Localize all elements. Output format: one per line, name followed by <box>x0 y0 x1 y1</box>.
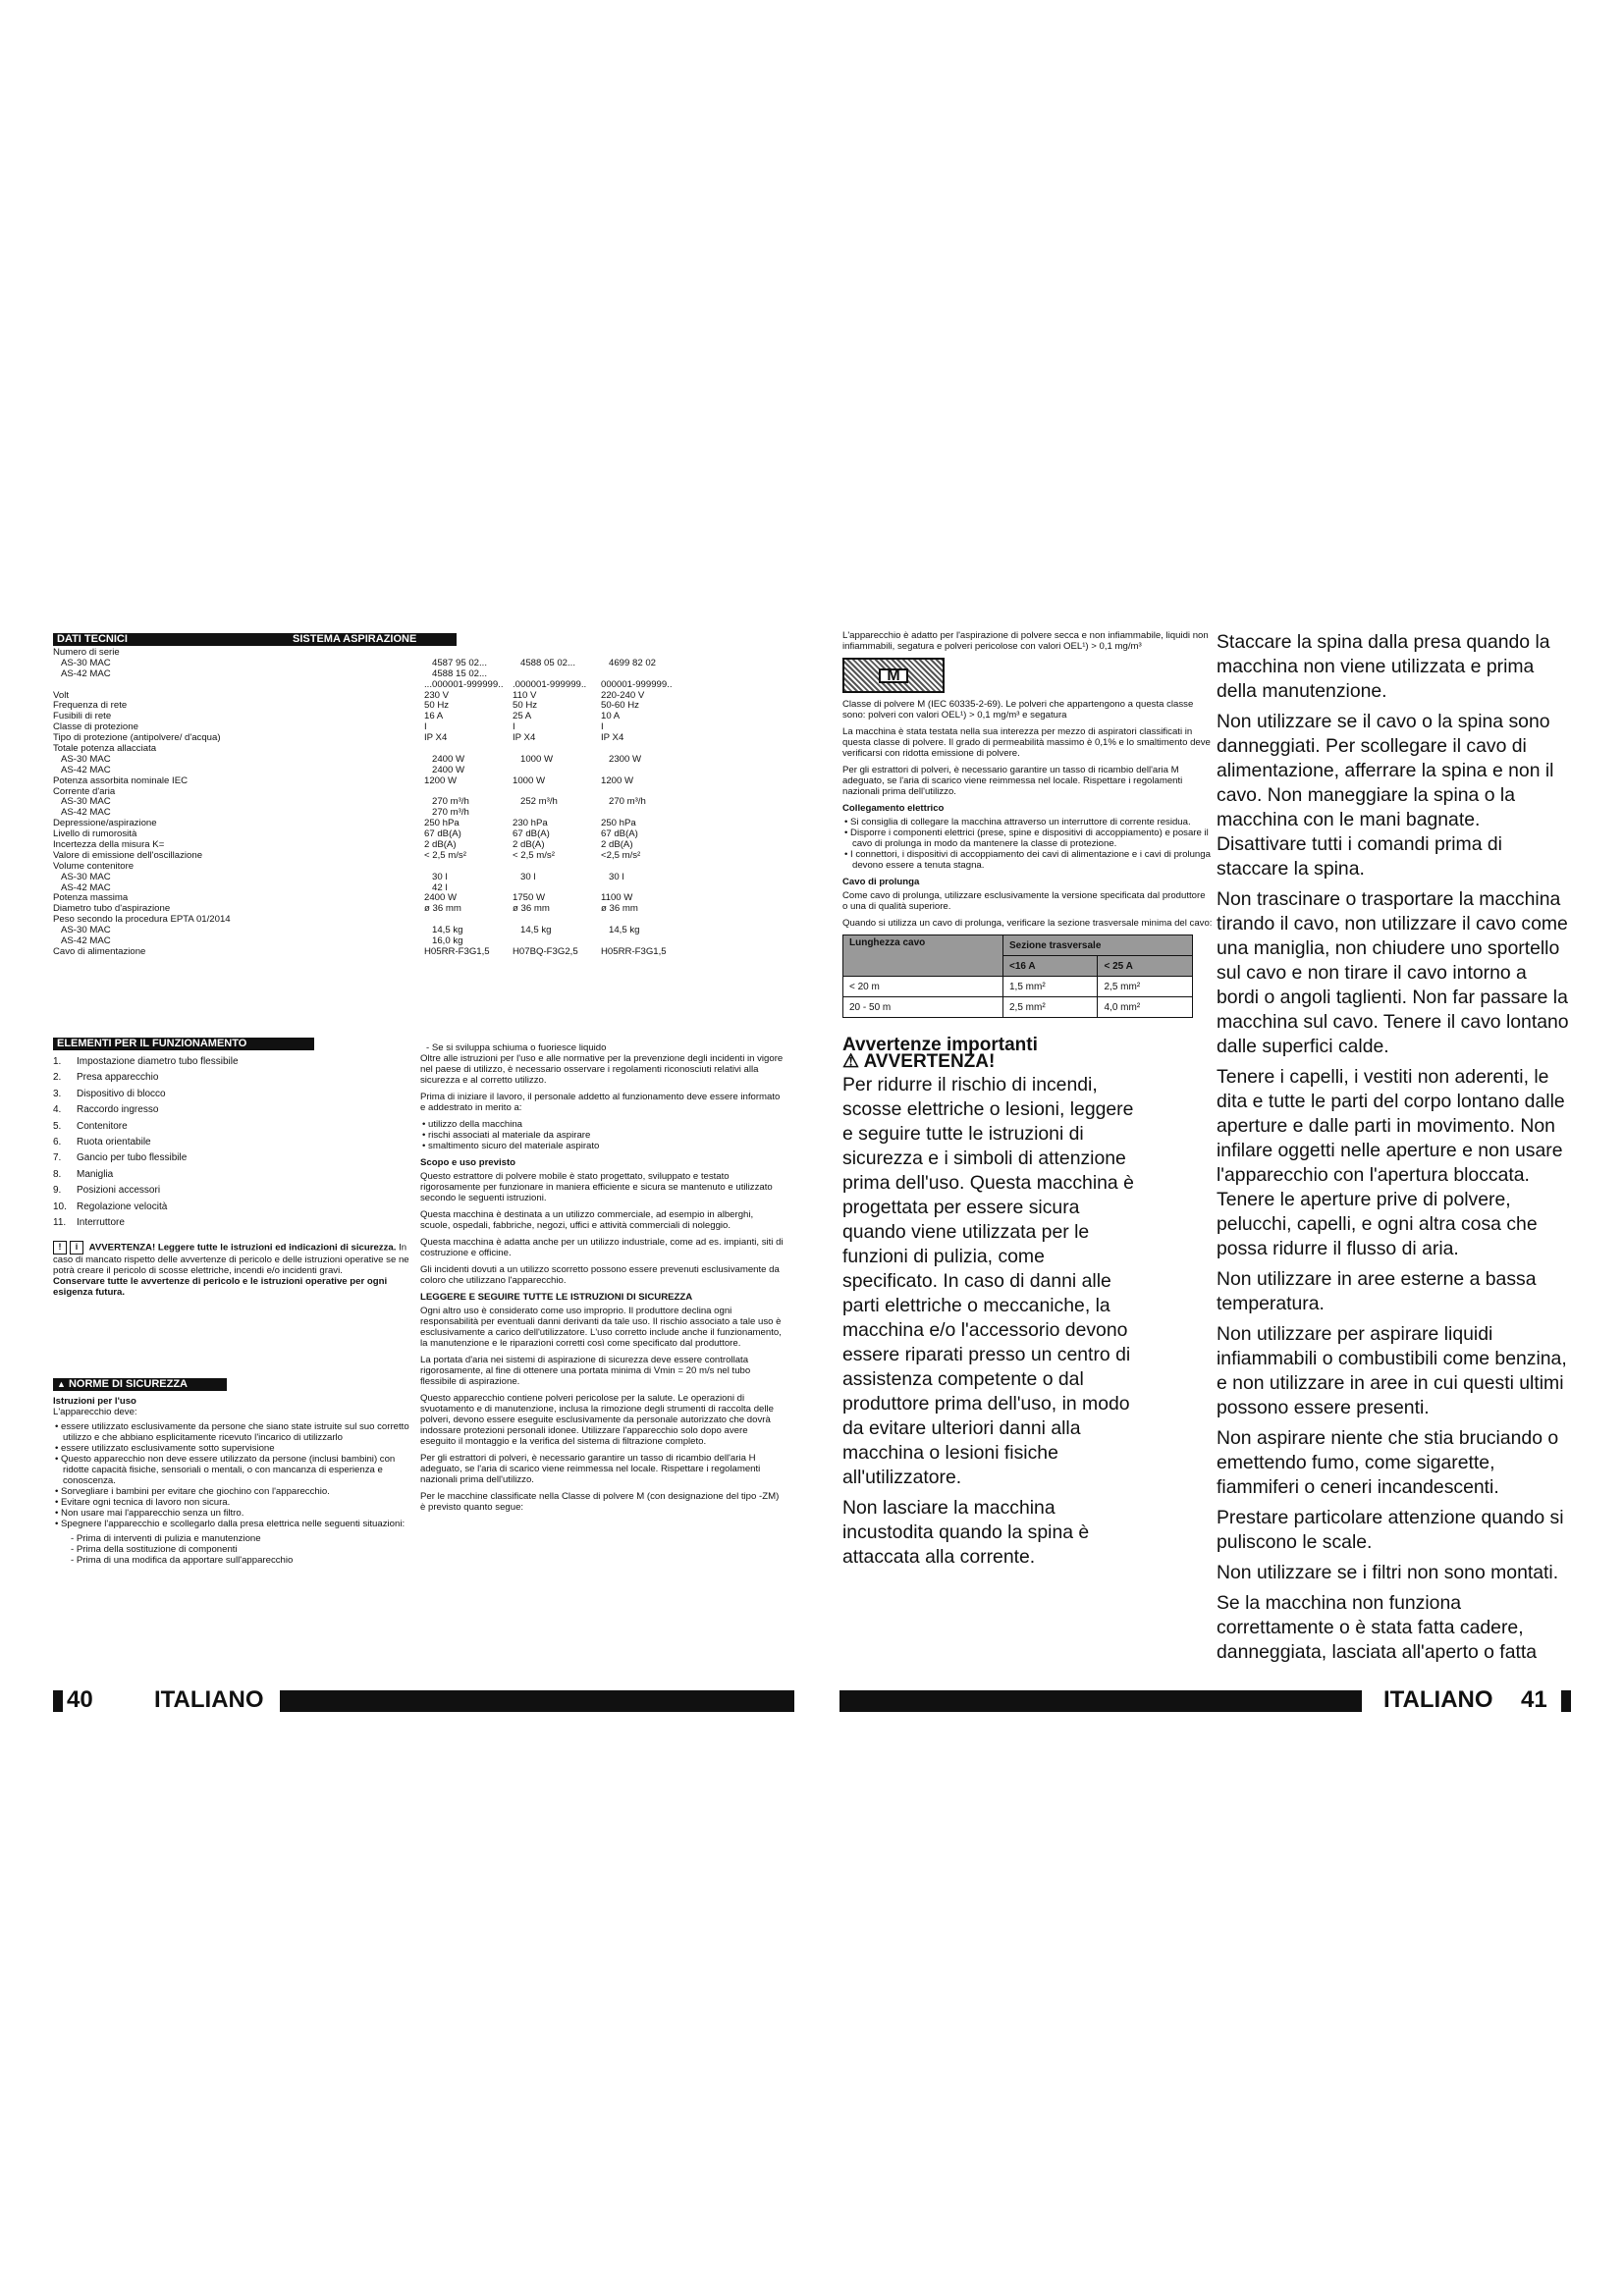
elementi-header: ELEMENTI PER IL FUNZIONAMENTO <box>53 1038 314 1050</box>
col2-p7: Per le macchine classificate nella Classe di polvere M (con designazione del tipo -ZM) è previsto quanto segue: <box>420 1491 780 1513</box>
spec-row <box>53 915 804 926</box>
spec-c2: 110 V <box>513 689 537 701</box>
spec-label: Volt <box>53 690 70 701</box>
left-col2 <box>420 1042 785 1519</box>
spec-c1: 42 l <box>432 881 448 893</box>
spec-c1: ø 36 mm <box>424 903 461 915</box>
col-sezione: Sezione trasversale <box>1003 935 1193 956</box>
col2-p3: Ogni altro uso è considerato come uso improprio. Il produttore declina ogni responsabilità per eventuali danni derivanti da tale uso. Il rischio associato a tale uso è esclusivamente a carico dell'utilizzatore. L'uso corretto include anche il funzionamento, la manutenzione e le riparazioni corretti così come specificato dal produttore. <box>420 1306 782 1349</box>
list-item <box>53 1200 416 1215</box>
spec-row <box>53 712 804 722</box>
item-number: 7. <box>53 1152 62 1164</box>
spec-row <box>53 776 804 787</box>
item-number: 4. <box>53 1104 62 1116</box>
paragraph: Non utilizzare se i filtri non sono montati. <box>1217 1562 1559 1583</box>
spec-label: Depressione/aspirazione <box>53 819 157 829</box>
warning-block <box>53 1241 411 1298</box>
spec-row <box>53 755 804 766</box>
footer-lang-left: ITALIANO <box>154 1686 264 1713</box>
spec-c2: ø 36 mm <box>513 903 550 915</box>
footer-lang-right: ITALIANO <box>1383 1686 1493 1713</box>
spec-row <box>53 659 804 669</box>
spec-label: Volume contenitore <box>53 861 135 872</box>
cell-a: 1,5 mm² <box>1003 977 1098 997</box>
spec-c2: IP X4 <box>513 732 536 744</box>
paragraph: Non trascinare o trasportare la macchina tirando il cavo, non utilizzare il cavo come una maniglia, non chiudere uno sportello sul cavo e non tirare il cavo intorno a bordi o angoli taglienti. Non far passare la macchina sul cavo. Tenere il cavo lontano dalle superfici calde. <box>1217 888 1569 1057</box>
spec-label: Potenza assorbita nominale IEC <box>53 775 189 786</box>
right-col1 <box>842 630 1213 1575</box>
spec-c3: 220-240 V <box>601 689 645 701</box>
rc1-p3: La macchina è stata testata nella sua interezza per mezzo di aspiratori classificati in questa classe di polvere. Il grado di permeabilità massimo è 0,1% e lo smaltimento deve verificarsi con ridotta emissione di polvere. <box>842 726 1211 759</box>
list-item <box>53 1054 416 1070</box>
footer-bar-right <box>839 1690 1362 1712</box>
spec-c2: 50 Hz <box>513 700 538 712</box>
spec-c3: IP X4 <box>601 732 624 744</box>
list-item: - Prima della sostituzione di componenti <box>71 1544 411 1555</box>
item-text: Raccordo ingresso <box>77 1104 159 1116</box>
scopo-p3: Questa macchina è adatta anche per un utilizzo industriale, come ad es. impianti, siti di costruzione e officine. <box>420 1237 784 1258</box>
col2-p2: Prima di iniziare il lavoro, il personale addetto al funzionamento deve essere informato e addestrato in merito a: <box>420 1092 781 1113</box>
istruzioni-intro: L'apparecchio deve: <box>53 1407 137 1417</box>
spec-c1: 250 hPa <box>424 818 460 829</box>
item-text: Regolazione velocità <box>77 1201 168 1212</box>
spec-c3: H05RR-F3G1,5 <box>601 945 667 957</box>
item-text: Gancio per tubo flessibile <box>77 1152 188 1164</box>
paragraph: Non utilizzare in aree esterne a bassa temperatura. <box>1217 1268 1537 1314</box>
spec-row <box>53 787 804 798</box>
avvertenza-heading <box>842 1051 1213 1072</box>
list-item: • Disporre i componenti elettrici (prese, spine e dispositivi di accoppiamento) e posare il cavo di prolunga in modo da mantenere la classe di protezione. <box>852 828 1213 849</box>
item-number: 2. <box>53 1072 62 1084</box>
spec-c1: 2400 W <box>424 892 458 904</box>
spec-c2: 67 dB(A) <box>513 828 550 840</box>
paragraph: Non aspirare niente che stia bruciando o emettendo fumo, come sigarette, fiammiferi o ceneri incandescenti. <box>1217 1427 1559 1498</box>
warning-triangle-icon: ▲ <box>57 1379 66 1389</box>
spec-label: Incertezza della misura K= <box>53 840 165 851</box>
col2-p6: Per gli estrattori di polveri, è necessario garantire un tasso di ricambio dell'aria H adeguato, se l'aria di scarico viene reimmessa nel locale. Rispettare i regolamenti nazionali prima dell'utilizzo. <box>420 1453 761 1485</box>
dust-class-logo-label: M <box>879 668 907 683</box>
spec-c3: 000001-999999.. <box>601 678 673 690</box>
scopo-p2: Questa macchina è destinata a un utilizzo commerciale, ad esempio in alberghi, scuole, ospedali, fabbriche, negozi, uffici e attività commerciali di noleggio. <box>420 1209 754 1231</box>
paragraph: Prestare particolare attenzione quando si puliscono le scale. <box>1217 1507 1564 1553</box>
footer-tab-right <box>1561 1690 1571 1712</box>
spec-c1: 2 dB(A) <box>424 839 457 851</box>
spec-c2: .000001-999999.. <box>513 678 587 690</box>
spec-c2: 25 A <box>513 711 532 722</box>
spec-c3: 14,5 kg <box>609 925 640 936</box>
list-item <box>53 1215 416 1231</box>
warning-triangle-icon: ! <box>53 1241 67 1255</box>
spec-c3: 30 l <box>609 871 624 882</box>
spec-c1: 2400 W <box>432 753 465 765</box>
footer-bar-left <box>280 1690 794 1712</box>
dati-tecnici-section <box>53 633 804 958</box>
warning-bold: AVVERTENZA! Leggere tutte le istruzioni ed indicazioni di sicurezza. <box>88 1242 397 1254</box>
spec-c1: 270 m³/h <box>432 807 469 819</box>
warning-text: In caso di mancato rispetto delle avvertenze di pericolo e delle istruzioni operative se ne potrà creare il pericolo di scosse elettriche, incendi e/o incidenti gravi. <box>53 1242 409 1277</box>
cell-a: 2,5 mm² <box>1003 997 1098 1018</box>
item-text: Contenitore <box>77 1120 128 1132</box>
spec-table <box>53 648 804 958</box>
spec-c3: 1200 W <box>601 774 634 786</box>
dash-foam: - Se si sviluppa schiuma o fuoriesce liquido <box>426 1042 785 1053</box>
norme-title: NORME DI SICUREZZA <box>68 1378 188 1390</box>
spec-c3: 1100 W <box>601 892 633 904</box>
page-number-right: 41 <box>1521 1686 1547 1713</box>
spec-label: Frequenza di rete <box>53 701 128 712</box>
spec-row <box>53 680 804 691</box>
item-number: 8. <box>53 1168 62 1180</box>
list-item: • Sorvegliare i bambini per evitare che giochino con l'apparecchio. <box>63 1486 411 1497</box>
dati-tecnici-header <box>53 633 457 646</box>
dust-class-m-logo <box>842 658 945 693</box>
cavo-p2: Quando si utilizza un cavo di prolunga, verificare la sezione trasversale minima del cavo: <box>842 918 1213 929</box>
cell-b: 2,5 mm² <box>1098 977 1193 997</box>
spec-row <box>53 733 804 744</box>
sistema-aspirazione-title: SISTEMA ASPIRAZIONE <box>293 633 417 645</box>
scopo-title: Scopo e uso previsto <box>420 1157 516 1168</box>
spec-label: AS-42 MAC <box>61 765 111 775</box>
cell-len: < 20 m <box>843 977 1003 997</box>
spec-c2: 4588 05 02... <box>520 657 576 668</box>
spec-row <box>53 926 804 936</box>
warning-triangle-icon: ⚠ <box>842 1051 860 1072</box>
spec-c2: < 2,5 m/s² <box>513 849 555 861</box>
spec-c1: 270 m³/h <box>432 796 469 808</box>
paragraph: Tenere i capelli, i vestiti non aderenti, le dita e tutte le parti del corpo lontano dalle aperture e dalle parti in movimento. Non infilare oggetti nelle aperture e non usare l'apparecchio con l'apertura bloccata. Tenere le aperture prive di polvere, pelucchi, capelli, e ogni altra cosa che possa ridurre il flusso di aria. <box>1217 1066 1565 1259</box>
spec-c2: 1750 W <box>513 892 546 904</box>
table-row <box>843 977 1193 997</box>
avvertenza-label: AVVERTENZA! <box>863 1051 996 1072</box>
list-item: - Prima di interventi di pulizia e manutenzione <box>71 1533 411 1544</box>
item-text: Ruota orientabile <box>77 1136 151 1148</box>
spec-label: AS-42 MAC <box>61 808 111 819</box>
warning-keep: Conservare tutte le avvertenze di pericolo e le istruzioni operative per ogni esigenza futura. <box>53 1276 388 1299</box>
rc1-p4: Per gli estrattori di polveri, è necessario garantire un tasso di ricambio dell'aria M adeguato, se l'aria di scarico viene reimmessa nel locale. Rispettare i regolamenti nazionali prima dell'utilizzo. <box>842 765 1183 797</box>
list-item: • I connettori, i dispositivi di accoppiamento dei cavi di alimentazione e i cavi di prolunga devono essere a tenuta stagna. <box>852 849 1213 871</box>
spec-c1: 16 A <box>424 711 444 722</box>
spec-c1: 16,0 kg <box>432 935 463 947</box>
list-item: • rischi associati al materiale da aspirare <box>430 1130 785 1141</box>
page-number-left: 40 <box>67 1686 93 1713</box>
cell-len: 20 - 50 m <box>843 997 1003 1018</box>
item-text: Maniglia <box>77 1168 114 1180</box>
list-item: • essere utilizzato esclusivamente sotto supervisione <box>63 1443 411 1454</box>
norme-dashes <box>53 1533 411 1566</box>
spec-label: Livello di rumorosità <box>53 829 137 840</box>
spec-label: AS-30 MAC <box>61 797 111 808</box>
elementi-section <box>53 1038 416 1298</box>
item-number: 5. <box>53 1120 62 1132</box>
spec-c2: 1000 W <box>513 774 546 786</box>
spec-c2: 14,5 kg <box>520 925 552 936</box>
spec-row <box>53 648 804 659</box>
scopo-p4: Gli incidenti dovuti a un utilizzo scorretto possono essere prevenuti esclusivamente da coloro che utilizzano l'apparecchio. <box>420 1264 780 1286</box>
col2-p5: Questo apparecchio contiene polveri pericolose per la salute. Le operazioni di svuotamento e di manutenzione, inclusa la rimozione degli strumenti di raccolta delle polveri, devono essere eseguite esclusivamente da personale autorizzato che dovrà indossare protezioni personali idonee. Utilizzare l'apparecchio solo dopo avere eseguito il montaggio e la verifica del sistema di filtrazione completo. <box>420 1393 774 1447</box>
spec-row <box>53 904 804 915</box>
item-text: Presa apparecchio <box>77 1072 159 1084</box>
spec-c1: 50 Hz <box>424 700 450 712</box>
spec-c3: 10 A <box>601 711 621 722</box>
paragraph: Non utilizzare se il cavo o la spina sono danneggiati. Per scollegare il cavo di alimentazione, afferrare la spina e non il cavo. Non maneggiare la spina o la macchina con le mani bagnate. Disattivare tutti i comandi prima di staccare la spina. <box>1217 711 1554 880</box>
norme-header <box>53 1378 227 1391</box>
item-number: 3. <box>53 1088 62 1099</box>
spec-label <box>53 680 424 691</box>
list-item <box>53 1183 416 1199</box>
paragraph: Non utilizzare per aspirare liquidi infiammabili o combustibili come benzina, e non utilizzare in aree in cui questi ultimi possono essere presenti. <box>1217 1323 1567 1418</box>
spec-c1: I <box>424 721 427 733</box>
spec-label: Totale potenza allacciata <box>53 744 157 755</box>
list-item <box>53 1135 416 1150</box>
item-number: 10. <box>53 1201 67 1212</box>
spec-c1: 30 l <box>432 871 448 882</box>
footer-tab-left <box>53 1690 63 1712</box>
list-item: • Questo apparecchio non deve essere utilizzato da persone (inclusi bambini) con ridotte capacità fisiche, sensoriali o mentali, o con mancanza di esperienza e conoscenza. <box>63 1454 411 1486</box>
spec-c3: 250 hPa <box>601 818 636 829</box>
list-item: • smaltimento sicuro del materiale aspirato <box>430 1141 785 1151</box>
leggere-title: LEGGERE E SEGUIRE TUTTE LE ISTRUZIONI DI SICUREZZA <box>420 1292 693 1303</box>
cell-b: 4,0 mm² <box>1098 997 1193 1018</box>
item-number: 9. <box>53 1185 62 1197</box>
spec-c1: < 2,5 m/s² <box>424 849 466 861</box>
spec-label: Potenza massima <box>53 893 129 904</box>
norme-section <box>53 1378 411 1566</box>
spec-row <box>53 744 804 755</box>
spec-label: Peso secondo la procedura EPTA 01/2014 <box>53 915 231 926</box>
spec-c1: 230 V <box>424 689 450 701</box>
spec-c3: I <box>601 721 604 733</box>
spec-c1: 4587 95 02... <box>432 657 488 668</box>
item-text: Dispositivo di blocco <box>77 1088 166 1099</box>
spec-c3: 67 dB(A) <box>601 828 638 840</box>
spec-c1: 14,5 kg <box>432 925 463 936</box>
list-item <box>53 1150 416 1166</box>
spec-label: AS-30 MAC <box>61 872 111 882</box>
list-item <box>53 1119 416 1135</box>
spec-label: AS-42 MAC <box>61 882 111 893</box>
collegamento-title: Collegamento elettrico <box>842 803 945 814</box>
norme-body <box>53 1396 411 1566</box>
item-number: 1. <box>53 1056 62 1067</box>
spec-row <box>53 873 804 883</box>
spec-c3: 4699 82 02 <box>609 657 657 668</box>
item-number: 11. <box>53 1216 67 1228</box>
spec-row <box>53 862 804 873</box>
list-item <box>53 1102 416 1118</box>
spec-c1: ...000001-999999.. <box>424 678 504 690</box>
dati-tecnici-title: DATI TECNICI <box>57 633 128 645</box>
collegamento-bullets <box>842 817 1213 871</box>
manual-book-icon: i <box>70 1241 83 1255</box>
item-text: Posizioni accessori <box>77 1185 161 1197</box>
list-item <box>53 1087 416 1102</box>
list-item: • essere utilizzato esclusivamente da persone che siano state istruite sul suo corretto utilizzo e che abbiano esplicitamente ricevuto l'incarico di utilizzarlo <box>63 1421 411 1443</box>
avv-p1: Per ridurre il rischio di incendi, scosse elettriche o lesioni, leggere e seguire tutte le istruzioni di sicurezza e i simboli di attenzione prima dell'uso. Questa macchina è progettata per essere sicura quando viene utilizzata per le funzioni di pulizia, come specificato. In caso di danni alle parti elettriche o meccaniche, la macchina e/o l'accessorio devono essere riparati presso un centro di assistenza competente o dal produttore prima dell'uso, in modo da evitare ulteriori danni alla macchina o lesioni fisiche all'utilizzatore. <box>842 1074 1134 1488</box>
spec-label: AS-42 MAC <box>61 668 111 679</box>
avvertenza-body <box>842 1073 1137 1570</box>
list-item: • Spegnere l'apparecchio e scollegarlo dalla presa elettrica nelle seguenti situazioni: <box>63 1519 411 1529</box>
spec-row <box>53 797 804 808</box>
spec-label: Fusibili di rete <box>53 712 112 722</box>
spec-c2: 30 l <box>520 871 536 882</box>
spec-c1: 1200 W <box>424 774 458 786</box>
cable-section-table <box>842 934 1193 1018</box>
norme-bullets <box>53 1421 411 1529</box>
spec-label: Diametro tubo d'aspirazione <box>53 904 171 915</box>
col-lunghezza: Lunghezza cavo <box>843 935 1003 977</box>
spec-c2: 1000 W <box>520 753 554 765</box>
list-item <box>53 1070 416 1086</box>
spec-c2: I <box>513 721 515 733</box>
paragraph: Se la macchina non funziona correttamente o è stata fatta cadere, danneggiata, lasciata all'aperto o fatta <box>1217 1592 1538 1663</box>
avv-p2: Non lasciare la macchina incustodita quando la spina è attaccata alla corrente. <box>842 1497 1090 1568</box>
spec-c1: 4588 15 02... <box>432 667 488 679</box>
spec-c2: 2 dB(A) <box>513 839 545 851</box>
spec-c2: 252 m³/h <box>520 796 558 808</box>
spec-c3: <2,5 m/s² <box>601 849 641 861</box>
spec-label: AS-30 MAC <box>61 926 111 936</box>
spec-c3: ø 36 mm <box>601 903 638 915</box>
spec-label: Numero di serie <box>53 648 120 658</box>
right-col2 <box>1217 630 1570 1671</box>
scopo-p1: Questo estrattore di polvere mobile è stato progettato, sviluppato e testato rigorosamente per funzionare in maniera efficiente e sicura se mantenuto e utilizzato secondo le seguenti istruzioni. <box>420 1171 773 1203</box>
list-item: • utilizzo della macchina <box>430 1119 785 1130</box>
list-item: • Non usare mai l'apparecchio senza un filtro. <box>63 1508 411 1519</box>
spec-c1: IP X4 <box>424 732 448 744</box>
cavo-title: Cavo di prolunga <box>842 877 920 887</box>
spec-c2: H07BQ-F3G2,5 <box>513 945 578 957</box>
list-item <box>53 1167 416 1183</box>
spec-label: AS-42 MAC <box>61 936 111 947</box>
elementi-list <box>53 1054 416 1231</box>
list-item: • Si consiglia di collegare la macchina attraverso un interruttore di corrente residua. <box>852 817 1213 828</box>
avvertenze-importanti-title: Avvertenze importanti <box>842 1035 1038 1055</box>
spec-label: AS-30 MAC <box>61 658 111 668</box>
spec-label: Cavo di alimentazione <box>53 946 146 957</box>
spec-label: Valore di emissione dell'oscillazione <box>53 850 203 861</box>
spec-c3: 270 m³/h <box>609 796 646 808</box>
spec-c3: 2 dB(A) <box>601 839 633 851</box>
spec-label: AS-30 MAC <box>61 754 111 765</box>
rc1-p2: Classe di polvere M (IEC 60335-2-69). Le polveri che appartengono a questa classe sono: polveri con valori OEL¹) > 0,1 mg/m³ e segatura <box>842 699 1194 721</box>
col2-p4: La portata d'aria nei sistemi di aspirazione di sicurezza deve essere controllata rigorosamente, al fine di ottenere una portata minima di Vmin = 20 m/s nel tubo flessibile di aspirazione. <box>420 1355 751 1387</box>
spec-label: Corrente d'aria <box>53 786 116 797</box>
istruzioni-title: Istruzioni per l'uso <box>53 1396 136 1407</box>
item-text: Interruttore <box>77 1216 125 1228</box>
spec-row <box>53 851 804 862</box>
spec-c1: H05RR-F3G1,5 <box>424 945 490 957</box>
spec-c1: 2400 W <box>432 764 465 775</box>
col2-p1: Oltre alle istruzioni per l'uso e alle normative per la prevenzione degli incidenti in vigore nel paese di utilizzo, è necessario osservare i regolamenti riconosciuti relativi alla sicurezza e al corretto utilizzo. <box>420 1053 784 1086</box>
list-item: • Evitare ogni tecnica di lavoro non sicura. <box>63 1497 411 1508</box>
col-16a: <16 A <box>1003 956 1098 977</box>
paragraph: Staccare la spina dalla presa quando la macchina non viene utilizzata e prima della manutenzione. <box>1217 631 1550 702</box>
item-text: Impostazione diametro tubo flessibile <box>77 1056 239 1067</box>
item-number: 6. <box>53 1136 62 1148</box>
spec-label: Tipo di protezione (antipolvere/ d'acqua) <box>53 733 221 744</box>
spec-c2: 230 hPa <box>513 818 548 829</box>
cavo-p1: Come cavo di prolunga, utilizzare esclusivamente la versione specificata dal produttore o una di qualità superiore. <box>842 890 1206 912</box>
rc1-p1: L'apparecchio è adatto per l'aspirazione di polvere secca e non infiammabile, liquidi non infiammabili, segatura e polveri pericolose con valori OEL¹) > 0,1 mg/m³ <box>842 630 1209 652</box>
list-item: - Prima di una modifica da apportare sull'apparecchio <box>71 1555 411 1566</box>
col2-bullets <box>420 1119 785 1151</box>
spec-label: Classe di protezione <box>53 722 138 733</box>
spec-c3: 2300 W <box>609 753 642 765</box>
spec-c1: 67 dB(A) <box>424 828 461 840</box>
spec-c3: 50-60 Hz <box>601 700 639 712</box>
col-25a: < 25 A <box>1098 956 1193 977</box>
spec-row <box>53 947 804 958</box>
table-row <box>843 997 1193 1018</box>
right-page <box>812 0 1624 2296</box>
